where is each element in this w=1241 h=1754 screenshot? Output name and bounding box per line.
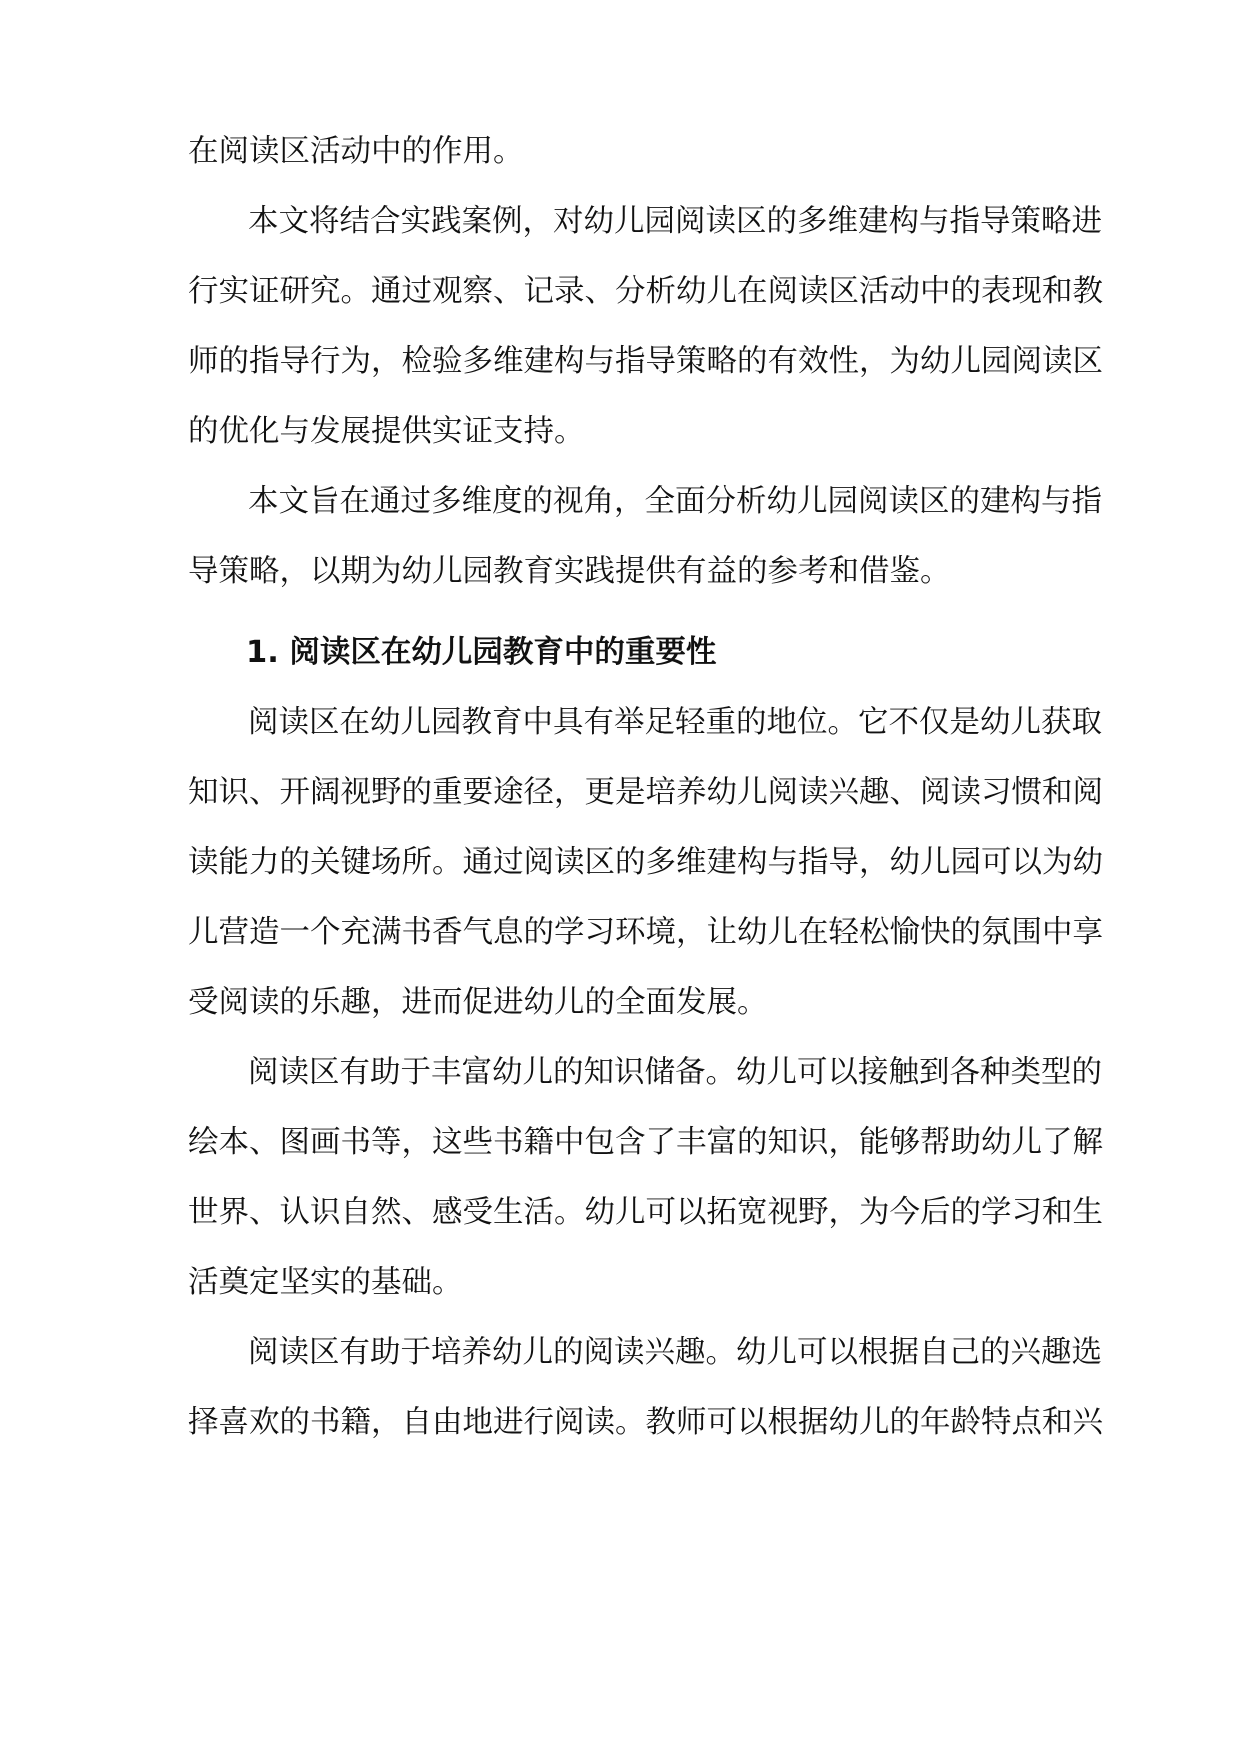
paragraph-line: 的优化与发展提供实证支持。 (188, 414, 585, 449)
paragraph-line: 受阅读的乐趣，进而促进幼儿的全面发展。 (188, 985, 768, 1020)
paragraph-line: 知识、开阔视野的重要途径，更是培养幼儿阅读兴趣、阅读习惯和阅 (188, 775, 1103, 810)
paragraph-line: 本文将结合实践案例，对幼儿园阅读区的多维建构与指导策略进 (248, 204, 1102, 239)
paragraph-line: 择喜欢的书籍，自由地进行阅读。教师可以根据幼儿的年龄特点和兴 (188, 1405, 1103, 1440)
paragraph-line: 儿营造一个充满书香气息的学习环境，让幼儿在轻松愉快的氛围中享 (188, 915, 1103, 950)
paragraph-line: 阅读区有助于丰富幼儿的知识储备。幼儿可以接触到各种类型的 (248, 1055, 1102, 1090)
paragraph-line: 导策略，以期为幼儿园教育实践提供有益的参考和借鉴。 (188, 554, 951, 589)
paragraph-line: 本文旨在通过多维度的视角，全面分析幼儿园阅读区的建构与指 (248, 484, 1102, 519)
paragraph-line: 绘本、图画书等，这些书籍中包含了丰富的知识，能够帮助幼儿了解 (188, 1125, 1103, 1160)
section-heading: 1. 阅读区在幼儿园教育中的重要性 (246, 635, 717, 670)
paragraph-line: 阅读区在幼儿园教育中具有举足轻重的地位。它不仅是幼儿获取 (248, 705, 1102, 740)
paragraph-line: 行实证研究。通过观察、记录、分析幼儿在阅读区活动中的表现和教 (188, 274, 1103, 309)
paragraph-line: 世界、认识自然、感受生活。幼儿可以拓宽视野，为今后的学习和生 (188, 1195, 1103, 1230)
paragraph-line: 师的指导行为，检验多维建构与指导策略的有效性，为幼儿园阅读区 (188, 344, 1103, 379)
paragraph-line: 读能力的关键场所。通过阅读区的多维建构与指导，幼儿园可以为幼 (188, 845, 1103, 880)
paragraph-line: 在阅读区活动中的作用。 (188, 134, 524, 169)
paragraph-line: 阅读区有助于培养幼儿的阅读兴趣。幼儿可以根据自己的兴趣选 (248, 1335, 1102, 1370)
paragraph-line: 活奠定坚实的基础。 (188, 1265, 463, 1300)
